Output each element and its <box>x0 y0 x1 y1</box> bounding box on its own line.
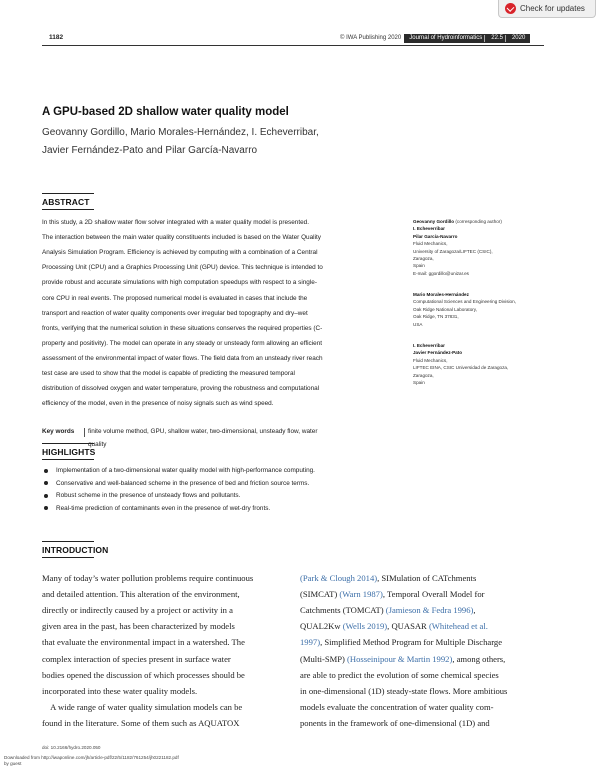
affiliation-line <box>413 218 502 225</box>
authors-line-2: Javier Fernández-Pato and Pilar García-Navarro <box>42 145 258 156</box>
journal-name: Journal of Hydroinformatics <box>409 35 483 41</box>
introduction-rule <box>42 541 94 542</box>
affiliation-author: Javier Fernández-Pato <box>413 350 463 356</box>
bullet-icon <box>44 494 48 498</box>
highlight-text: Conservative and well-balanced scheme in the presence of bed and friction source terms. <box>56 479 310 487</box>
doi: doi: 10.2166/hydro.2020.050 <box>42 745 101 750</box>
intro-right-line <box>300 718 490 728</box>
download-url[interactable]: Downloaded from http://iwaponline.com/jh/article-pdf/22/5/1182/761254/jh0221182.pdf <box>4 755 179 760</box>
highlight-item <box>44 505 270 512</box>
intro-right-line <box>300 686 507 696</box>
intro-text: in one-dimensional (1D) steady-state flows. More ambitious <box>300 685 508 696</box>
abstract-line: In this study, a 2D shallow water flow solver integrated with a water quality model is presented. <box>42 219 309 226</box>
intro-left-line: found in the literature. Some of them such as AQUATOX <box>42 717 240 728</box>
affiliation-line <box>413 262 502 269</box>
bullet-icon <box>44 469 48 473</box>
page-number: 1182 <box>49 34 64 41</box>
intro-text: Catchments (TOMCAT) <box>300 605 386 616</box>
check-updates-label: Check for updates <box>520 4 585 13</box>
intro-left-line: given area in the past, has been characterized by models <box>42 621 235 632</box>
intro-left-line: bodies opened the discussion of which processes should be <box>42 669 245 680</box>
intro-text: , Temporal Overall Model for <box>382 589 485 600</box>
intro-left-line: directly or indirectly caused by a project or activity in a <box>42 605 233 616</box>
intro-right-line <box>300 654 505 664</box>
highlight-item <box>44 467 315 474</box>
citation-link[interactable]: 1997) <box>300 637 321 648</box>
intro-text: , SIMulation of CATchments <box>377 573 477 583</box>
abstract-line: core CPU in real events. The proposed numerical model is evaluated in cases that include the <box>42 294 308 302</box>
affiliation-line <box>413 291 516 298</box>
affiliation-text: Spain <box>413 380 425 386</box>
publisher-notice: © IWA Publishing 2020 <box>340 35 402 41</box>
highlight-text: Implementation of a two-dimensional water quality model with high-performance computing. <box>56 467 315 474</box>
introduction-rule-bottom <box>42 557 94 558</box>
journal-year: 2020 <box>511 35 526 41</box>
intro-right-line <box>300 589 484 599</box>
intro-left-line: complex interaction of species present in surface water <box>42 653 231 664</box>
keywords-divider <box>84 428 85 437</box>
abstract-line: provide robust and accurate simulations with high computation speedups with respect to a single- <box>42 279 317 287</box>
article-title: A GPU-based 2D shallow water quality model <box>42 106 289 118</box>
abstract-heading: ABSTRACT <box>42 197 90 207</box>
highlight-text: Real-time prediction of contaminants even in the presence of wet-dry fronts. <box>56 504 271 512</box>
intro-left-line: incorporated into these water quality models. <box>42 685 198 696</box>
affiliation-text: Computational Sciences and Engineering Division, <box>413 299 516 305</box>
authors-line-1: Geovanny Gordillo, Mario Morales-Hernández, I. Echeverribar, <box>42 127 319 138</box>
bullet-icon <box>44 506 48 510</box>
affiliation-text: (corresponding author) <box>454 219 502 224</box>
keywords-label: Key words <box>42 428 75 435</box>
intro-right-line <box>300 605 476 615</box>
affiliation-line <box>413 364 508 371</box>
affiliation-line <box>413 270 502 277</box>
affiliation-line <box>413 379 508 386</box>
highlight-text: Robust scheme in the presence of unsteady flows and pollutants. <box>56 492 241 500</box>
download-notice[interactable] <box>4 755 179 767</box>
affiliation-author: Geovanny Gordillo <box>413 219 455 224</box>
affiliation-text: E-mail: ggordillo@unizar.es <box>413 270 469 276</box>
citation-link[interactable]: (Hosseinipour & Martin 1992) <box>347 653 453 664</box>
affiliation-text: University of Zaragoza/LIFTEC (CSIC), <box>413 248 493 254</box>
intro-left-line: and detailed attention. This alteration of the environment, <box>42 589 240 600</box>
intro-text: , <box>473 605 476 616</box>
highlights-heading: HIGHLIGHTS <box>42 447 96 457</box>
affiliation-text: Zaragoza, <box>413 372 434 378</box>
highlights-rule <box>42 443 94 444</box>
abstract-line: transport and reaction of water quality components over irregular bed topography and dry–wet <box>42 309 308 317</box>
affiliation-author: Mario Morales-Hernández <box>413 292 469 297</box>
affiliation-line <box>413 306 516 313</box>
intro-left-line: that evaluate the environmental impact in a watershed. The <box>42 637 245 648</box>
journal-header <box>340 33 530 43</box>
affiliation-text: Spain <box>413 263 425 269</box>
abstract-line: efficiency of the model, even in the presence of noisy signals such as wind speed. <box>42 400 274 408</box>
intro-left-line: A wide range of water quality simulation models can be <box>42 701 243 712</box>
affiliation-text: Zaragoza, <box>413 256 434 262</box>
affiliation-line <box>413 321 516 328</box>
intro-text: ponents in the framework of one-dimensional (1D) and <box>300 717 490 728</box>
affiliation-line <box>413 298 516 305</box>
affiliation-line <box>413 372 508 379</box>
affiliation-line <box>413 233 502 240</box>
highlights-rule-bottom <box>42 459 94 460</box>
citation-link[interactable]: (Whitehead et al. <box>428 621 488 632</box>
intro-left-line: Many of today’s water pollution problems require continuous <box>42 573 254 583</box>
intro-text: are able to predict the evolution of some chemical species <box>300 669 499 680</box>
affiliation-block-2 <box>413 291 516 328</box>
intro-right-line <box>300 670 499 680</box>
citation-link[interactable]: (Warn 1987) <box>339 589 383 600</box>
intro-text: , among others, <box>452 653 506 664</box>
affiliation-line <box>413 342 508 349</box>
intro-text: , QUASAR <box>387 621 429 632</box>
affiliation-line <box>413 255 502 262</box>
intro-text: (Multi-SMP) <box>300 653 348 664</box>
intro-text: , Simplified Method Program for Multiple Discharge <box>320 637 503 648</box>
affiliation-line <box>413 225 502 232</box>
intro-text: models evaluate the concentration of water quality com- <box>300 701 494 712</box>
highlight-item <box>44 492 240 499</box>
bullet-icon <box>44 481 48 485</box>
affiliation-author: I. Echeverribar <box>413 343 445 348</box>
intro-right-line <box>300 702 494 712</box>
abstract-line: Analysis Simulation Program. Efficiency is achieved by computing with a combination of a Central <box>42 249 318 257</box>
affiliation-author: Pilar García-Navarro <box>413 233 458 239</box>
abstract-line: fronts, verifying that the numerical solution in these situations conserves the required properties (C- <box>42 324 323 332</box>
abstract-rule-bottom <box>42 209 94 210</box>
abstract-line: property and positivity). The model can operate in any steady or unsteady form allowing an efficient <box>42 339 323 347</box>
abstract-line: distribution of dissolved oxygen and water temperature, proving the robustness and computational <box>42 385 320 393</box>
citation-link[interactable]: (Jamieson & Fedra 1996) <box>385 605 474 616</box>
affiliation-text: Oak Ridge, TN 37831, <box>413 314 459 320</box>
affiliation-text: Oak Ridge National Laboratory, <box>413 306 478 312</box>
header-divider <box>42 45 544 46</box>
abstract-rule <box>42 193 94 194</box>
intro-right-line <box>300 573 476 583</box>
affiliation-line <box>413 357 508 364</box>
affiliation-line <box>413 248 502 255</box>
journal-citation-box <box>404 34 530 43</box>
highlight-item <box>44 480 309 487</box>
abstract-line: assessment of the environmental impact of water flows. The field data from an unsteady river reach <box>42 354 323 362</box>
intro-right-line <box>300 637 502 647</box>
intro-text: QUAL2Kw <box>300 621 343 632</box>
abstract-line: The interaction between the main water quality constituents included is based on the Water Quality <box>42 234 321 242</box>
affiliation-block-1 <box>413 218 502 277</box>
keywords-text: finite volume method, GPU, shallow water, two-dimensional, unsteady flow, water <box>88 428 318 435</box>
download-by: by guest <box>4 761 22 766</box>
intro-text: (SIMCAT) <box>300 589 340 600</box>
journal-volume: 22.5 <box>491 35 503 41</box>
introduction-heading: INTRODUCTION <box>42 545 109 555</box>
citation-link[interactable]: (Wells 2019) <box>342 621 388 632</box>
check-for-updates-button[interactable] <box>498 0 596 18</box>
affiliation-text: Fluid Mechanics, <box>413 357 448 363</box>
affiliation-text: LIFTEC EINA, CSIC Universidad de Zaragoza, <box>413 365 509 371</box>
affiliation-block-3 <box>413 342 508 386</box>
affiliation-text: USA <box>413 321 423 327</box>
citation-link[interactable]: (Park & Clough 2014) <box>300 573 378 583</box>
abstract-line: Processing Unit (CPU) and a Graphics Processing Unit (GPU) device. This technique is intended to <box>42 264 323 272</box>
affiliation-line <box>413 349 508 356</box>
affiliation-line <box>413 240 502 247</box>
affiliation-line <box>413 313 516 320</box>
affiliation-text: Fluid Mechanics, <box>413 241 448 247</box>
keywords-text-cont: quality <box>88 441 107 448</box>
check-updates-icon <box>505 3 516 14</box>
abstract-line: test case are used to show that the model is capable of predicting the measured temporal <box>42 370 295 377</box>
intro-right-line <box>300 621 488 631</box>
affiliation-author: I. Echeverribar <box>413 226 445 232</box>
